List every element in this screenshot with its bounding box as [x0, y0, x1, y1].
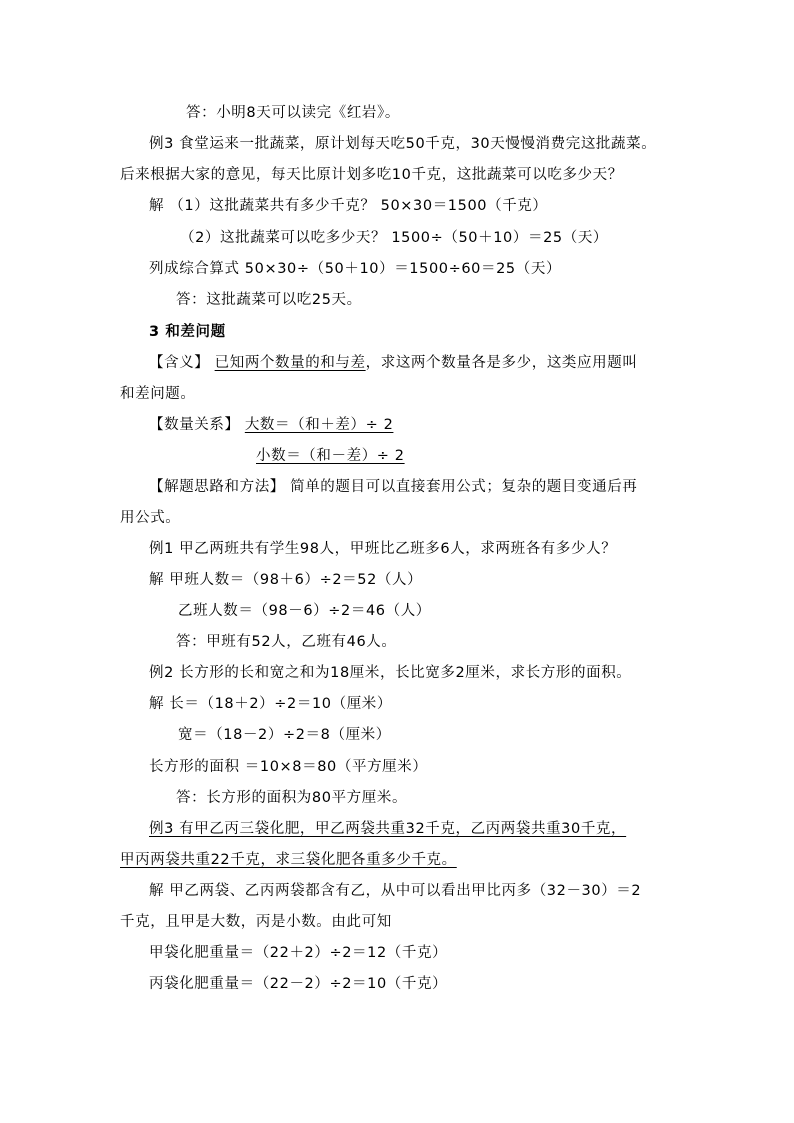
- solution-text: 甲袋化肥重量＝（22＋2）÷2＝12（千克）: [149, 945, 448, 961]
- example-text: 后来根据大家的意见，每天比原计划多吃10千克，这批蔬菜可以吃多少天？: [120, 167, 623, 183]
- quantity-relation-line-1: [149, 415, 393, 435]
- solution-text: 解 甲班人数＝（98＋6）÷2＝52（人）: [149, 572, 423, 588]
- answer-line: [186, 103, 400, 123]
- answer-line: [176, 290, 362, 310]
- section-heading: [149, 322, 226, 342]
- example-text: 例1 甲乙两班共有学生98人，甲班比乙班多6人，求两班各有多少人？: [149, 541, 617, 557]
- definition-text: ，求这两个数量各是多少，这类应用题叫: [365, 355, 638, 371]
- formula-text: 列成综合算式 50×30÷（50＋10）＝1500÷60＝25（天）: [149, 261, 562, 277]
- solution-text: 长方形的面积 ＝10×8＝80（平方厘米）: [149, 759, 428, 775]
- example-text: 甲丙两袋共重22千克，求三袋化肥各重多少千克。: [120, 852, 457, 868]
- solution-line: [149, 974, 447, 994]
- solution-text: 乙班人数＝（98－6）÷2＝46（人）: [178, 603, 431, 619]
- solution-line: [178, 725, 391, 745]
- method-line-2: [120, 508, 180, 528]
- definition-line-1: [149, 353, 637, 373]
- answer-text: 答：小明8天可以读完《红岩》。: [186, 105, 400, 121]
- definition-line-2: [120, 384, 196, 404]
- definition-label: 【含义】: [149, 355, 210, 371]
- method-text: 【解题思路和方法】 简单的题目可以直接套用公式；复杂的题目变通后再: [149, 479, 638, 495]
- small-number-formula: 小数＝（和－差）÷ 2: [256, 448, 405, 464]
- solution-line: [149, 570, 422, 590]
- solution-text: 解 甲乙两袋、乙丙两袋都含有乙，从中可以看出甲比丙多（32－30）＝2: [149, 883, 642, 899]
- solution-line: [178, 601, 431, 621]
- solution-text: （2）这批蔬菜可以吃多少天？ 1500÷（50＋10）＝25（天）: [180, 230, 609, 246]
- solution-line: [149, 694, 392, 714]
- method-line-1: [149, 477, 637, 497]
- answer-text: 答：甲班有52人，乙班有46人。: [176, 634, 397, 650]
- quantity-relation-label: 【数量关系】: [149, 417, 240, 433]
- example-text: 例3 食堂运来一批蔬菜，原计划每天吃50千克，30天慢慢消费完这批蔬菜。: [149, 136, 657, 152]
- answer-line: [176, 788, 407, 808]
- example-3-line-1: [149, 134, 656, 154]
- solution-text: 丙袋化肥重量＝（22－2）÷2＝10（千克）: [149, 976, 448, 992]
- example-3b-line-1: [120, 819, 626, 839]
- method-text: 用公式。: [120, 510, 181, 526]
- solution-line: [120, 912, 392, 932]
- solution-text: 解 （1）这批蔬菜共有多少千克？ 50×30＝1500（千克）: [149, 198, 548, 214]
- answer-text: 答：这批蔬菜可以吃25天。: [176, 292, 362, 308]
- answer-text: 答：长方形的面积为80平方厘米。: [176, 790, 408, 806]
- example-1-line: [149, 539, 616, 559]
- example-3b-line-2: [120, 850, 457, 870]
- solution-text: 千克，且甲是大数，丙是小数。由此可知: [120, 914, 392, 930]
- answer-line: [176, 632, 397, 652]
- example-text: 例3 有甲乙丙三袋化肥，甲乙两袋共重32千克，乙丙两袋共重30千克，: [149, 821, 627, 837]
- area-line: [149, 757, 427, 777]
- combined-formula-line: [149, 259, 561, 279]
- solution-line: [149, 943, 447, 963]
- example-text: 例2 长方形的长和宽之和为18厘米，长比宽多2厘米，求长方形的面积。: [149, 665, 632, 681]
- definition-key-text: 已知两个数量的和与差: [214, 355, 366, 371]
- solution-line: [149, 881, 641, 901]
- section-title: 3 和差问题: [149, 324, 226, 340]
- solution-text: 宽＝（18－2）÷2＝8（厘米）: [178, 727, 391, 743]
- solution-text: 解 长＝（18＋2）÷2＝10（厘米）: [149, 696, 393, 712]
- example-2-line: [149, 663, 631, 683]
- solution-line-2: [180, 228, 608, 248]
- quantity-relation-line-2: [256, 446, 405, 466]
- big-number-formula: 大数＝（和＋差）÷ 2: [244, 417, 394, 433]
- example-3-line-2: [120, 165, 623, 185]
- solution-line-1: [149, 196, 548, 216]
- definition-text: 和差问题。: [120, 386, 196, 402]
